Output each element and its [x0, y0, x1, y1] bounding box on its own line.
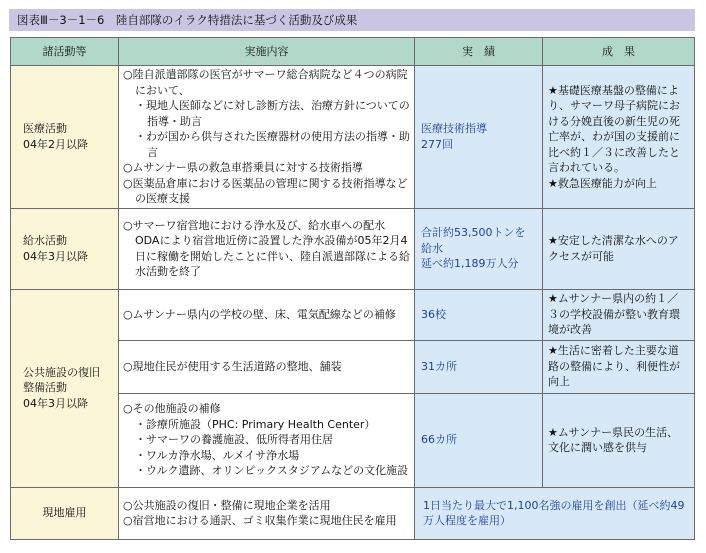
activity-label: 整備活動 — [23, 381, 67, 395]
medical-row — [11, 66, 695, 209]
header-row — [11, 38, 695, 66]
activity-cell — [11, 208, 119, 289]
activity-cell — [11, 289, 119, 487]
implementation-item: ○陸自派遣部隊の医官がサマーワ総合病院など４つの病院において、 — [123, 68, 408, 97]
results-cell — [415, 208, 543, 289]
result-text: 1日当たり最大で1,100名強の雇用を創出（延べ約49万人程度を雇用） — [423, 498, 685, 527]
outcomes-cell — [543, 208, 695, 289]
implementation-item: ○サマーワ宿営地における浄水及び、給水車への配水 — [123, 218, 386, 232]
activity-label: 04年3月以降 — [23, 249, 88, 263]
result-text: 医療技術指導 — [421, 122, 487, 136]
header-results: 実 績 — [415, 38, 543, 66]
outcome-text: ★救急医療能力が向上 — [548, 176, 657, 190]
outcomes-cell — [543, 393, 695, 487]
activities-table — [10, 37, 695, 540]
implementation-cell — [119, 66, 415, 209]
results-cell — [415, 393, 543, 487]
activity-label: 医療活動 — [23, 122, 67, 136]
result-text: 31カ所 — [421, 359, 457, 373]
result-text: 36校 — [421, 307, 446, 321]
implementation-cell — [119, 393, 415, 487]
outcomes-cell — [543, 66, 695, 209]
activity-label: 公共施設の復旧 — [23, 365, 100, 379]
implementation-cell — [119, 340, 415, 393]
result-text: 延べ約1,189万人分 — [421, 257, 519, 271]
result-text: 合計約53,500トンを — [421, 226, 526, 240]
header-implementation: 実施内容 — [119, 38, 415, 66]
outcome-text: ★ムサンナー県内の約１／３の学校設備が整い教育環境が改善 — [548, 292, 680, 337]
activity-label: 給水活動 — [23, 234, 67, 247]
implementation-item: ○公共施設の復旧・整備に現地企業を活用 — [123, 498, 331, 512]
activity-label: 現地雇用 — [42, 506, 87, 520]
results-merged-cell — [415, 487, 695, 539]
implementation-item: ・ウルク遺跡、オリンピックスタジアムなどの文化施設 — [135, 464, 409, 478]
activity-label: 04年2月以降 — [23, 137, 88, 151]
header-outcomes: 成 果 — [543, 38, 695, 66]
result-text: 給水 — [421, 241, 443, 255]
results-cell — [415, 340, 543, 393]
implementation-item: ○その他施設の補修 — [123, 402, 221, 416]
implementation-cell — [119, 289, 415, 340]
outcomes-cell — [543, 289, 695, 340]
implementation-item: ・ワルカ浄水場、ルメイサ浄水場 — [135, 448, 300, 462]
implementation-item: ○ムサンナー県の救急車搭乗員に対する技術指導 — [123, 161, 363, 174]
outcome-text: ★生活に密着した主要な道路の整備により、利便性が向上 — [548, 344, 680, 389]
activity-cell — [11, 66, 119, 209]
implementation-item: ○ムサンナー県内の学校の壁、床、電気配線などの補修 — [123, 307, 396, 321]
implementation-item: ・現地人医師などに対し診断方法、治療方針についての指導・助言 — [135, 99, 410, 128]
header-activity: 諸活動等 — [11, 38, 119, 66]
results-cell — [415, 289, 543, 340]
activity-cell — [11, 487, 119, 539]
outcome-text: ★安定した清潔な水へのアクセスが可能 — [548, 234, 679, 263]
implementation-cell — [119, 487, 415, 539]
result-text: 277回 — [421, 137, 453, 151]
results-cell — [415, 66, 543, 209]
water-row — [11, 208, 695, 289]
implementation-item: ○宿営地における通訳、ゴミ収集作業に現地住民を雇用 — [123, 514, 397, 527]
implementation-cell — [119, 208, 415, 289]
outcome-text: ★基礎医療基盤の整備により、サマーワ母子病院における分娩直後の新生児の死亡率が、わが国の支援前に比べ約１／３に改善したと言われている。 — [548, 83, 680, 174]
public-row-1 — [11, 289, 695, 340]
outcome-text: ★ムサンナー県民の生活、文化に潤い感を供与 — [548, 425, 679, 454]
implementation-item: ○現地住民が使用する生活道路の整地、舗装 — [123, 359, 342, 373]
figure-title: 図表Ⅲ－3－1－6 陸自部隊のイラク特措法に基づく活動及び成果 — [9, 9, 695, 31]
implementation-item: ODAにより宿営地近傍に設置した浄水設備が05年2月4日に稼働を開始したことに伴い、陸自派遣部隊による給水活動を終了 — [135, 234, 410, 278]
implementation-item: ○医薬品倉庫における医薬品の管理に関する技術指導などの医療支援 — [123, 176, 408, 205]
outcomes-cell — [543, 340, 695, 393]
employment-row — [11, 487, 695, 539]
activity-label: 04年3月以降 — [23, 396, 88, 410]
implementation-item: ・サマーワの養護施設、低所得者用住居 — [135, 433, 333, 447]
implementation-item: ・わが国から供与された医療器材の使用方法の指導・助言 — [135, 130, 410, 159]
implementation-item: ・診療所施設（PHC: Primary Health Center） — [135, 417, 376, 431]
result-text: 66カ所 — [421, 433, 457, 447]
